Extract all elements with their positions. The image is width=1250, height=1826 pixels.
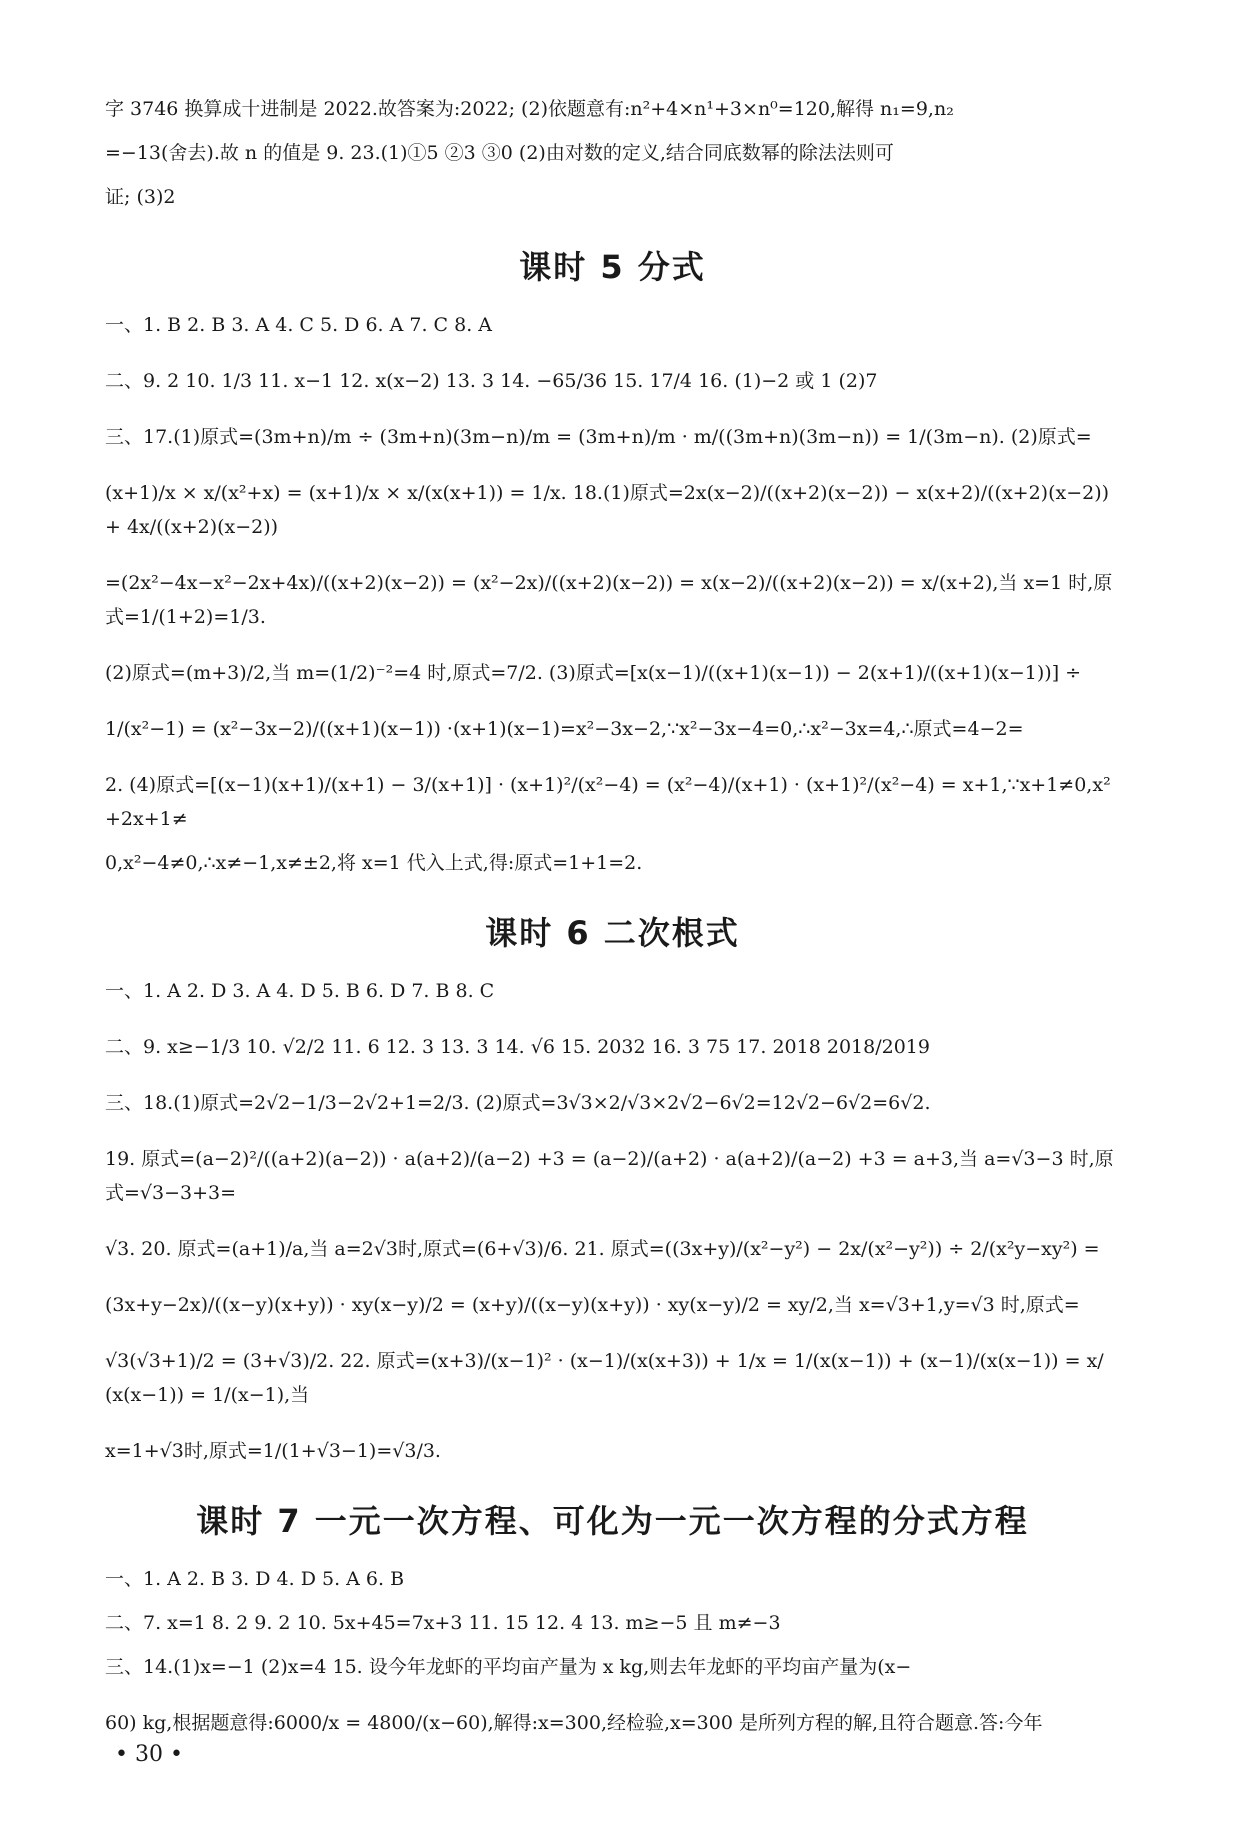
- text-line: (2)原式=(m+3)/2,当 m=(1/2)⁻²=4 时,原式=7/2. (3)原式=[x(x−1)/((x+1)(x−1)) − 2(x+1)/((x+1)(x−1))] ÷: [105, 662, 1082, 684]
- text-line: 三、18.(1)原式=2√2−1/3−2√2+1=2/3. (2)原式=3√3×2/√3×2√2−6√2=12√2−6√2=6√2.: [105, 1092, 931, 1114]
- page-content: [105, 92, 1120, 1740]
- text-line: =(2x²−4x−x²−2x+4x)/((x+2)(x−2)) = (x²−2x)/((x+2)(x−2)) = x(x−2)/((x+2)(x−2)) = x/(x+2),当 x=1 时,原式=1/(1+2)=1/3.: [105, 572, 1113, 628]
- text-line: 三、17.(1)原式=(3m+n)/m ÷ (3m+n)(3m−n)/m = (3m+n)/m · m/((3m+n)(3m−n)) = 1/(3m−n). (2)原式=: [105, 426, 1092, 448]
- text-line: 1/(x²−1) = (x²−3x−2)/((x+1)(x−1)) ·(x+1)(x−1)=x²−3x−2,∵x²−3x−4=0,∴x²−3x=4,∴原式=4−2=: [105, 718, 1024, 740]
- text-line: x=1+√3时,原式=1/(1+√3−1)=√3/3.: [105, 1440, 441, 1462]
- text-line: √3(√3+1)/2 = (3+√3)/2. 22. 原式=(x+3)/(x−1)² · (x−1)/(x(x+3)) + 1/x = 1/(x(x−1)) + (x−1)/(x(x−1)) = x/(x(x−1)) = 1/(x−1),当: [105, 1350, 1104, 1406]
- page-number: • 30 •: [115, 1742, 183, 1767]
- text-line: 60) kg,根据题意得:6000/x = 4800/(x−60),解得:x=300,经检验,x=300 是所列方程的解,且符合题意.答:今年: [105, 1712, 1043, 1734]
- text-line: 字 3746 换算成十进制是 2022.故答案为:2022; (2)依题意有:n²+4×n¹+3×n⁰=120,解得 n₁=9,n₂: [105, 98, 954, 120]
- text-line: √3. 20. 原式=(a+1)/a,当 a=2√3时,原式=(6+√3)/6. 21. 原式=((3x+y)/(x²−y²) − 2x/(x²−y²)) ÷ 2/(x²y−xy²) =: [105, 1238, 1100, 1260]
- text-line: 0,x²−4≠0,∴x≠−1,x≠±2,将 x=1 代入上式,得:原式=1+1=2.: [105, 852, 643, 874]
- text-line: (x+1)/x × x/(x²+x) = (x+1)/x × x/(x(x+1)) = 1/x. 18.(1)原式=2x(x−2)/((x+2)(x−2)) − x(x+2)/((x+2)(x−2)) + 4x/((x+2)(x−2)): [105, 482, 1110, 538]
- text-line: 2. (4)原式=[(x−1)(x+1)/(x+1) − 3/(x+1)] · (x+1)²/(x²−4) = (x²−4)/(x+1) · (x+1)²/(x²−4) = x+1,∵x+1≠0,x²+2x+1≠: [105, 774, 1111, 830]
- text-line: 一、1. A 2. B 3. D 4. D 5. A 6. B: [105, 1568, 405, 1590]
- text-line: (3x+y−2x)/((x−y)(x+y)) · xy(x−y)/2 = (x+y)/((x−y)(x+y)) · xy(x−y)/2 = xy/2,当 x=√3+1,y=√3 时,原式=: [105, 1294, 1080, 1316]
- text-line: 二、9. x≥−1/3 10. √2/2 11. 6 12. 3 13. 3 14. √6 15. 2032 16. 3 75 17. 2018 2018/2019: [105, 1036, 930, 1058]
- text-line: 一、1. A 2. D 3. A 4. D 5. B 6. D 7. B 8. C: [105, 980, 495, 1002]
- text-line: =−13(舍去).故 n 的值是 9. 23.(1)①5 ②3 ③0 (2)由对数的定义,结合同底数幂的除法法则可: [105, 142, 894, 164]
- text-line: 二、7. x=1 8. 2 9. 2 10. 5x+45=7x+3 11. 15 12. 4 13. m≥−5 且 m≠−3: [105, 1612, 781, 1634]
- text-line: 二、9. 2 10. 1/3 11. x−1 12. x(x−2) 13. 3 14. −65/36 15. 17/4 16. (1)−2 或 1 (2)7: [105, 370, 878, 392]
- text-line: 三、14.(1)x=−1 (2)x=4 15. 设今年龙虾的平均亩产量为 x kg,则去年龙虾的平均亩产量为(x−: [105, 1656, 912, 1678]
- text-line: 19. 原式=(a−2)²/((a+2)(a−2)) · a(a+2)/(a−2) +3 = (a−2)/(a+2) · a(a+2)/(a−2) +3 = a+3,当 a=√3−3 时,原式=√3−3+3=: [105, 1148, 1114, 1204]
- text-line: 一、1. B 2. B 3. A 4. C 5. D 6. A 7. C 8. A: [105, 314, 493, 336]
- section-heading: 课时 6 二次根式: [485, 914, 740, 952]
- section-heading: 课时 5 分式: [519, 248, 706, 286]
- text-line: 证; (3)2: [105, 186, 176, 208]
- section-heading: 课时 7 一元一次方程、可化为一元一次方程的分式方程: [196, 1502, 1029, 1540]
